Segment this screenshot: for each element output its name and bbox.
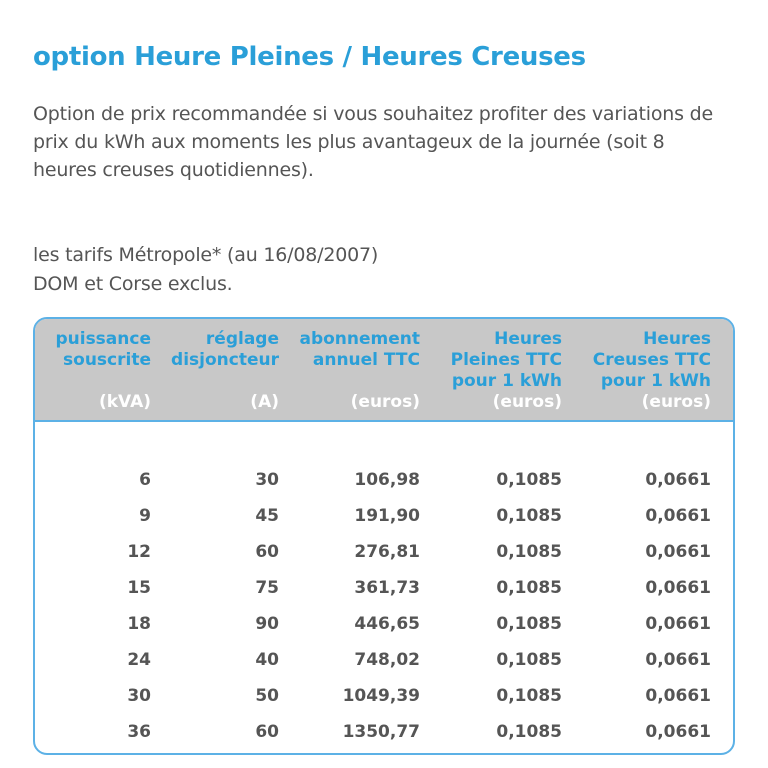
cell-reglage: 40 (255, 650, 279, 670)
cell-reglage: 30 (255, 470, 279, 490)
header-heures-pleines (451, 329, 562, 392)
cell-reglage: 75 (255, 578, 279, 598)
header-reglage-line-2: disjoncteur (171, 350, 279, 370)
header-puissance-unit: (kVA) (98, 392, 151, 412)
cell-reglage: 90 (255, 614, 279, 634)
table-body (35, 464, 733, 752)
header-abonnement-unit: (euros) (350, 392, 420, 412)
header-puissance-line-1: puissance (55, 329, 151, 349)
cell-abonnement: 1049,39 (342, 686, 420, 706)
header-heures-pleines-line-1: Heures (494, 329, 562, 349)
page-title: option Heure Pleines / Heures Creuses (33, 42, 586, 72)
tariff-note-line-1: les tarifs Métropole* (au 16/08/2007) (33, 244, 379, 266)
header-puissance (55, 329, 151, 371)
cell-heures-creuses: 0,0661 (645, 614, 711, 634)
cell-heures-creuses: 0,0661 (645, 470, 711, 490)
cell-abonnement: 361,73 (354, 578, 420, 598)
cell-abonnement: 446,65 (354, 614, 420, 634)
cell-abonnement: 748,02 (354, 650, 420, 670)
header-heures-creuses-line-3: pour 1 kWh (600, 371, 711, 391)
table-row (35, 464, 733, 500)
cell-heures-pleines: 0,1085 (496, 686, 562, 706)
cell-heures-creuses: 0,0661 (645, 578, 711, 598)
cell-heures-creuses: 0,0661 (645, 650, 711, 670)
cell-reglage: 60 (255, 722, 279, 742)
cell-puissance: 15 (127, 578, 151, 598)
cell-puissance: 9 (139, 506, 151, 526)
header-heures-creuses-line-2: Creuses TTC (592, 350, 711, 370)
cell-heures-creuses: 0,0661 (645, 722, 711, 742)
table-header (35, 319, 733, 422)
cell-abonnement: 1350,77 (342, 722, 420, 742)
table-row (35, 572, 733, 608)
cell-puissance: 6 (139, 470, 151, 490)
table-row (35, 536, 733, 572)
header-puissance-line-2: souscrite (63, 350, 151, 370)
cell-puissance: 24 (127, 650, 151, 670)
cell-heures-pleines: 0,1085 (496, 650, 562, 670)
header-reglage-unit: (A) (250, 392, 279, 412)
cell-heures-creuses: 0,0661 (645, 686, 711, 706)
header-reglage (171, 329, 279, 371)
cell-puissance: 30 (127, 686, 151, 706)
header-heures-creuses-unit: (euros) (641, 392, 711, 412)
tariff-note-line-2: DOM et Corse exclus. (33, 273, 233, 295)
cell-heures-pleines: 0,1085 (496, 722, 562, 742)
cell-reglage: 50 (255, 686, 279, 706)
header-reglage-line-1: réglage (205, 329, 279, 349)
cell-heures-pleines: 0,1085 (496, 470, 562, 490)
cell-abonnement: 191,90 (354, 506, 420, 526)
header-abonnement (299, 329, 420, 371)
table-row (35, 500, 733, 536)
cell-puissance: 12 (127, 542, 151, 562)
cell-heures-pleines: 0,1085 (496, 542, 562, 562)
cell-abonnement: 276,81 (354, 542, 420, 562)
intro-paragraph: Option de prix recommandée si vous souhaitez profiter des variations de prix du kWh aux moments les plus avantageux de la journée (soit 8 heures creuses quotidiennes). (33, 103, 713, 181)
cell-abonnement: 106,98 (354, 470, 420, 490)
cell-heures-pleines: 0,1085 (496, 506, 562, 526)
cell-reglage: 60 (255, 542, 279, 562)
table-row (35, 680, 733, 716)
cell-heures-pleines: 0,1085 (496, 614, 562, 634)
header-abonnement-line-2: annuel TTC (312, 350, 420, 370)
table-row (35, 716, 733, 752)
header-abonnement-line-1: abonnement (299, 329, 420, 349)
cell-heures-creuses: 0,0661 (645, 506, 711, 526)
header-heures-creuses-line-1: Heures (643, 329, 711, 349)
cell-puissance: 36 (127, 722, 151, 742)
cell-puissance: 18 (127, 614, 151, 634)
cell-reglage: 45 (255, 506, 279, 526)
table-row (35, 608, 733, 644)
header-heures-pleines-unit: (euros) (492, 392, 562, 412)
cell-heures-creuses: 0,0661 (645, 542, 711, 562)
table-row (35, 644, 733, 680)
tariff-table (33, 317, 735, 755)
cell-heures-pleines: 0,1085 (496, 578, 562, 598)
header-heures-pleines-line-3: pour 1 kWh (451, 371, 562, 391)
header-heures-pleines-line-2: Pleines TTC (450, 350, 562, 370)
header-heures-creuses (593, 329, 711, 392)
